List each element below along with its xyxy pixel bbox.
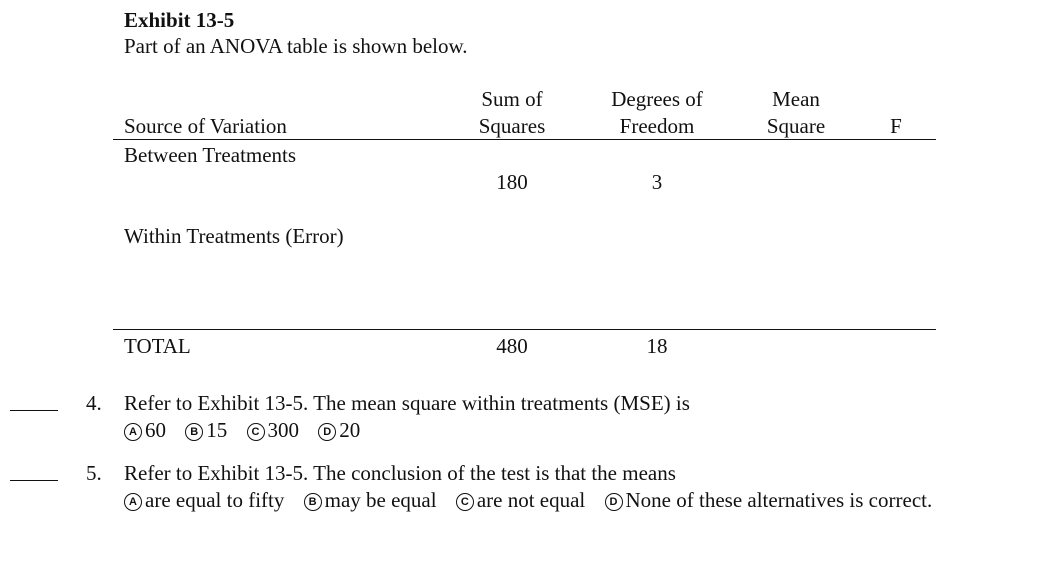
question-4-options (124, 418, 374, 442)
header-degrees-of-freedom-line1: Degrees of (611, 87, 703, 111)
header-mean-square-line2: Square (766, 114, 826, 138)
row-total-ss: 480 (496, 334, 528, 358)
answer-blank-q5[interactable] (10, 480, 58, 481)
question-5-text: Refer to Exhibit 13-5. The conclusion of the test is that the means (124, 461, 676, 485)
row-between-df: 3 (651, 170, 663, 194)
option-circle-icon: A (124, 493, 142, 511)
option-circle-icon: B (185, 423, 203, 441)
q5-option-c[interactable]: C are not equal (456, 488, 585, 512)
option-circle-icon: A (124, 423, 142, 441)
row-total-df: 18 (646, 334, 668, 358)
question-5-options (124, 488, 946, 512)
q5-option-b[interactable]: B may be equal (304, 488, 437, 512)
option-circle-icon: C (456, 493, 474, 511)
question-4-number: 4. (86, 391, 102, 415)
option-circle-icon: D (318, 423, 336, 441)
q5-option-a[interactable]: A are equal to fifty (124, 488, 284, 512)
total-rule (113, 329, 936, 330)
row-total-label: TOTAL (124, 334, 191, 358)
header-f: F (890, 114, 902, 138)
option-circle-icon: B (304, 493, 322, 511)
header-rule (113, 139, 936, 140)
header-source-of-variation: Source of Variation (124, 114, 287, 138)
row-between-ss: 180 (496, 170, 528, 194)
q4-option-a[interactable]: A 60 (124, 418, 166, 442)
exhibit-subtitle: Part of an ANOVA table is shown below. (124, 34, 468, 58)
question-5-number: 5. (86, 461, 102, 485)
q5-option-d[interactable]: D None of these alternatives is correct. (605, 488, 933, 512)
header-mean-square-line1: Mean (772, 87, 820, 111)
header-degrees-of-freedom-line2: Freedom (619, 114, 695, 138)
q4-option-b[interactable]: B 15 (185, 418, 227, 442)
option-circle-icon: D (605, 493, 623, 511)
answer-blank-q4[interactable] (10, 410, 58, 411)
q4-option-c[interactable]: C 300 (247, 418, 300, 442)
question-4-text: Refer to Exhibit 13-5. The mean square within treatments (MSE) is (124, 391, 690, 415)
q4-option-d[interactable]: D 20 (318, 418, 360, 442)
header-sum-of-squares-line2: Squares (478, 114, 546, 138)
row-between-label: Between Treatments (124, 143, 297, 167)
header-sum-of-squares-line1: Sum of (481, 87, 543, 111)
exhibit-title: Exhibit 13-5 (124, 8, 235, 32)
option-circle-icon: C (247, 423, 265, 441)
row-within-label: Within Treatments (Error) (124, 224, 344, 248)
